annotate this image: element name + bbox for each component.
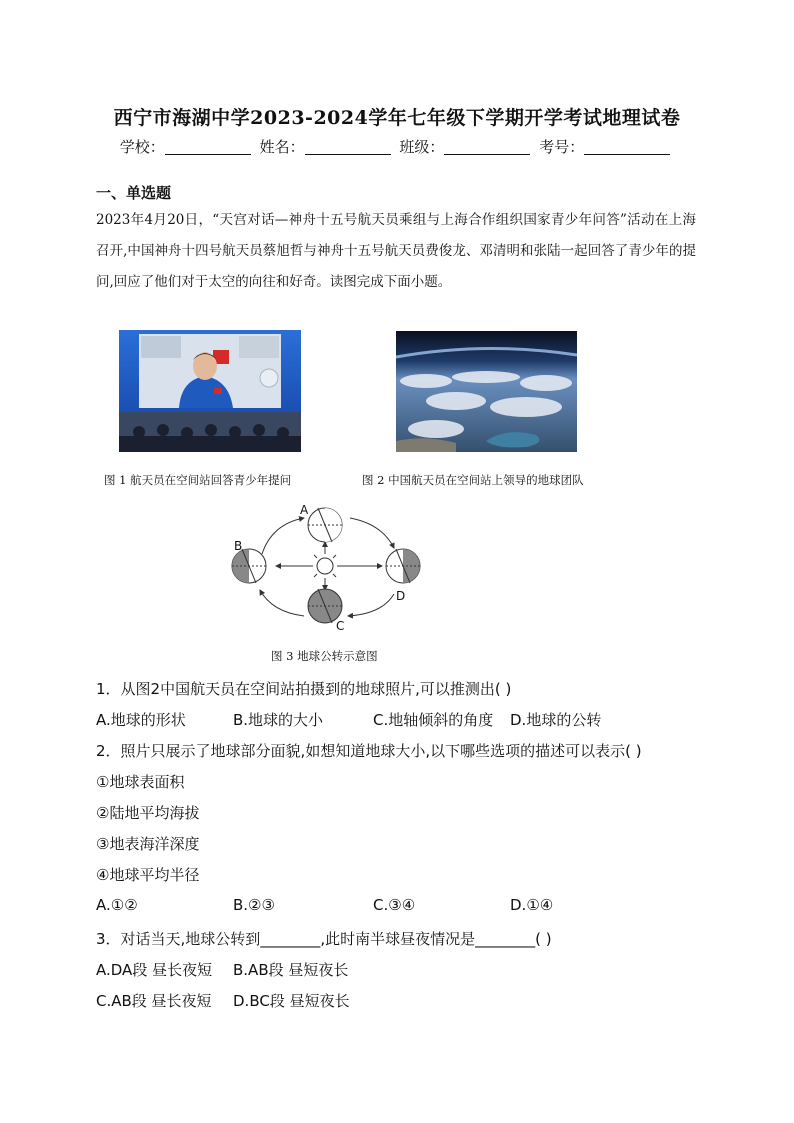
q3-option-b[interactable]: B.AB段 昼短夜长 — [233, 961, 349, 979]
question-2-stem: 2．照片只展示了地球部分面貌,如想知道地球大小,以下哪些选项的描述可以表示( ) — [96, 742, 642, 760]
sun-icon — [309, 550, 341, 582]
label-c: C — [336, 619, 345, 633]
section-heading: 一、单选题 — [96, 184, 172, 202]
orbit-arrow-cb — [260, 590, 304, 616]
earth-position-c — [308, 589, 342, 623]
school-label: 学校： — [119, 138, 165, 156]
label-b: B — [234, 539, 243, 553]
q1-option-d[interactable]: D.地球的公转 — [510, 711, 602, 729]
earth-position-b — [232, 549, 266, 583]
class-label: 班级： — [399, 138, 445, 156]
class-blank[interactable] — [444, 139, 530, 155]
student-info-line — [0, 136, 794, 157]
question-3-stem: 3．对话当天,地球公转到________,此时南半球昼夜情况是________( ) — [96, 930, 552, 948]
q2-item-2: ②陆地平均海拔 — [96, 804, 200, 822]
q3-option-d[interactable]: D.BC段 昼短夜长 — [233, 992, 350, 1010]
earth-position-d — [386, 549, 420, 583]
fig1-caption: 图 1 航天员在空间站回答青少年提问 — [104, 473, 292, 487]
q1-option-c[interactable]: C.地轴倾斜的角度 — [373, 711, 494, 729]
exam-number-blank[interactable] — [584, 139, 670, 155]
q2-option-b[interactable]: B.②③ — [233, 896, 275, 914]
question-1-stem: 1．从图2中国航天员在空间站拍摄到的地球照片,可以推测出( ) — [96, 680, 512, 698]
orbit-diagram — [222, 498, 432, 636]
fig2-caption: 图 2 中国航天员在空间站上领导的地球团队 — [362, 473, 584, 487]
astronaut-photo — [119, 330, 301, 452]
q1-option-b[interactable]: B.地球的大小 — [233, 711, 324, 729]
q3-option-a[interactable]: A.DA段 昼长夜短 — [96, 961, 213, 979]
q2-item-3: ③地表海洋深度 — [96, 835, 200, 853]
label-a: A — [300, 503, 309, 517]
q2-option-a[interactable]: A.①② — [96, 896, 138, 914]
q2-option-c[interactable]: C.③④ — [373, 896, 416, 914]
orbit-arrow-ad — [350, 518, 394, 548]
exam-number-label: 考号： — [539, 138, 585, 156]
q3-option-c[interactable]: C.AB段 昼长夜短 — [96, 992, 212, 1010]
q2-item-1: ①地球表面积 — [96, 773, 185, 791]
orbit-arrow-ba — [262, 518, 304, 554]
exam-title: 西宁市海湖中学2023-2024学年七年级下学期开学考试地理试卷 — [113, 107, 681, 129]
q2-option-d[interactable]: D.①④ — [510, 896, 554, 914]
name-label: 姓名： — [259, 138, 305, 156]
earth-photo — [396, 331, 577, 452]
q2-item-4: ④地球平均半径 — [96, 866, 200, 884]
label-d: D — [396, 589, 406, 603]
intro-paragraph: 2023年4月20日，“天宫对话—神舟十五号航天员乘组与上海合作组织国家青少年问答”活动在上海召开,中国神舟十四号航天员蔡旭哲与神舟十五号航天员费俊龙、邓清明和张陆一起回答了青少年的提问,回应了他们对于太空的向往和好奇。读图完成下面小题。 — [96, 212, 696, 290]
fig3-caption: 图 3 地球公转示意图 — [271, 649, 378, 663]
name-blank[interactable] — [305, 139, 391, 155]
orbit-arrow-dc — [348, 594, 394, 616]
earth-position-a — [308, 508, 342, 542]
school-blank[interactable] — [165, 139, 251, 155]
q1-option-a[interactable]: A.地球的形状 — [96, 711, 186, 729]
